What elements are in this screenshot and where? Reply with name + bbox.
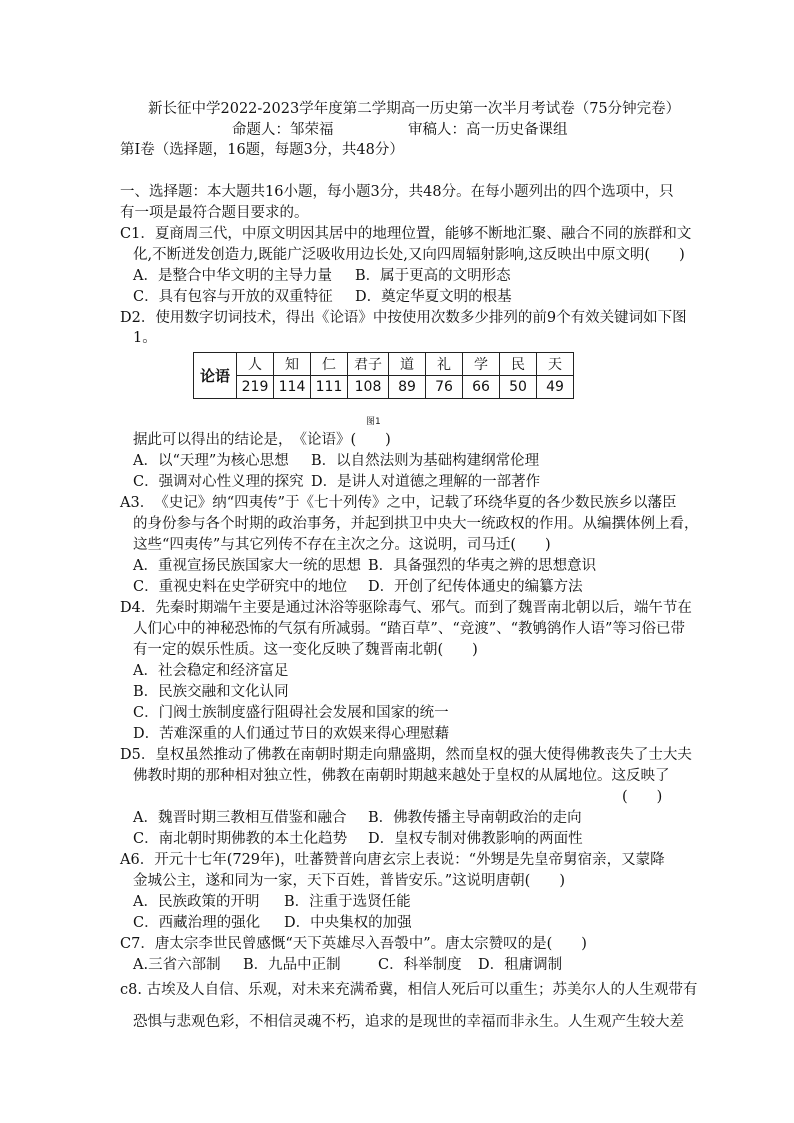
exam-title: 新长征中学2022-2023学年度第二学期高一历史第一次半月考试卷（75分钟完卷）	[148, 101, 681, 117]
question-8-line: c8. 古埃及人自信、乐观，对未来充满希冀，相信人死后可以重生；苏美尔人的人生观带有	[120, 982, 698, 998]
table-word: 君子	[348, 353, 389, 376]
question-2-stem: 据此可以得出的结论是， 《论语》( )	[133, 432, 391, 448]
option-6a: A．民族政策的开明	[133, 894, 260, 910]
table-count: 108	[348, 376, 389, 399]
table-count: 66	[463, 376, 500, 399]
question-7-line: C7．唐太宗李世民曾感慨“天下英雄尽入吾彀中”。唐太宗赞叹的是( )	[120, 936, 587, 952]
question-4-line: 有一定的娱乐性质。这一变化反映了魏晋南北朝( )	[133, 642, 478, 658]
option-3a: A．重视宣扬民族国家大一统的思想	[133, 558, 361, 574]
question-2-line: 1。	[133, 330, 157, 346]
option-4a: A．社会稳定和经济富足	[133, 663, 289, 679]
question-1-line: C1．夏商周三代，中原文明因其居中的地理位置，能够不断地汇聚、融合不同的族群和文	[120, 226, 692, 242]
keyword-frequency-table	[193, 352, 574, 399]
table-count: 114	[274, 376, 311, 399]
question-4-line: D4．先秦时期端午主要是通过沐浴等驱除毒气、邪气。而到了魏晋南北朝以后，端午节在	[120, 600, 692, 616]
question-6-line: A6．开元十七年(729年)，吐蕃赞普向唐玄宗上表说：“外甥是先皇帝舅宿亲，又蒙降	[120, 852, 665, 868]
option-5b: B．佛教传播主导南朝政治的走向	[368, 810, 582, 826]
table-word: 仁	[311, 353, 348, 376]
question-1-line: 化,不断迸发创造力,既能广泛吸收用边长处,又向四周辐射影响,这反映出中原文明( )	[133, 247, 685, 263]
table-count: 76	[426, 376, 463, 399]
question-setter: 命题人：邹荣福	[232, 122, 334, 138]
option-3b: B．具备强烈的华夷之辨的思想意识	[368, 558, 597, 574]
option-6c: C．西藏治理的强化	[133, 915, 261, 931]
question-3-line: 这些“四夷传”与其它列传不存在主次之分。这说明，司马迁( )	[133, 537, 551, 553]
option-6b: B．注重于选贤任能	[284, 894, 411, 910]
question-5-line: 佛教时期的那种相对独立性，佛教在南朝时期越来越处于皇权的从属地位。这反映了	[133, 768, 670, 784]
option-7b: B．九品中正制	[243, 957, 341, 973]
option-4d: D．苦难深重的人们通过节日的欢娱来得心理慰藉	[133, 726, 450, 742]
table-count: 89	[389, 376, 426, 399]
question-2-line: D2．使用数字切词技术，得出《论语》中按使用次数多少排列的前9个有效关键词如下图	[120, 310, 687, 326]
option-2d: D．是讲人对道德之理解的一部著作	[311, 474, 541, 490]
option-1c: C．具有包容与开放的双重特征	[133, 289, 333, 305]
question-4-line: 人们心中的神秘恐怖的气氛有所减弱。“踏百草”、“竞渡”、“教鸲鹆作人语”等习俗已带	[133, 621, 685, 637]
table-count: 49	[537, 376, 574, 399]
section-intro-line: 有一项是最符合题目要求的。	[120, 205, 309, 221]
option-7a: A.三省六部制	[133, 957, 221, 973]
option-1d: D．奠定华夏文明的根基	[355, 289, 512, 305]
question-5-line: D5．皇权虽然推动了佛教在南朝时期走向鼎盛期，然而皇权的强大使得佛教丧失了士大夫	[120, 747, 692, 763]
table-count: 111	[311, 376, 348, 399]
table-word: 学	[463, 353, 500, 376]
option-3c: C．重视史料在史学研究中的地位	[133, 579, 348, 595]
table-word: 知	[274, 353, 311, 376]
table-count: 50	[500, 376, 537, 399]
table-count: 219	[237, 376, 274, 399]
option-1b: B．属于更高的文明形态	[355, 268, 511, 284]
answer-blank: ( )	[622, 789, 663, 805]
table-word: 民	[500, 353, 537, 376]
table-word: 道	[389, 353, 426, 376]
table-word: 礼	[426, 353, 463, 376]
option-2c: C．强调对心性义理的探究	[133, 474, 304, 490]
table-word: 天	[537, 353, 574, 376]
option-2a: A．以“天理”为核心思想	[133, 453, 289, 469]
question-8-line: 恐惧与悲观色彩，不相信灵魂不朽，追求的是现世的幸福而非永生。人生观产生较大差	[133, 1014, 684, 1030]
option-5c: C．南北朝时期佛教的本土化趋势	[133, 831, 348, 847]
question-3-line: 的身份参与各个时期的政治事务，并起到拱卫中央大一统政权的作用。从编撰体例上看，	[133, 516, 699, 532]
option-4b: B．民族交融和文化认同	[133, 684, 289, 700]
option-1a: A．是整合中华文明的主导力量	[133, 268, 332, 284]
option-4c: C．门阀士族制度盛行阻碍社会发展和国家的统一	[133, 705, 449, 721]
option-7d: D．租庸调制	[478, 957, 563, 973]
option-5d: D．皇权专制对佛教影响的两面性	[368, 831, 583, 847]
part-heading: 第Ⅰ卷（选择题，16题，每题3分，共48分）	[120, 142, 404, 158]
section-intro-line: 一、选择题：本大题共16小题，每小题3分，共48分。在每小题列出的四个选项中，只	[120, 184, 674, 200]
option-2b: B．以自然法则为基础构建纲常伦理	[311, 453, 540, 469]
table-row-header: 论语	[194, 353, 237, 399]
option-5a: A．魏晋时期三教相互借鉴和融合	[133, 810, 347, 826]
figure-caption: 图1	[366, 417, 381, 427]
question-3-line: A3． 《史记》纳“四夷传”于《七十列传》之中，记载了环绕华夏的各少数民族乡以藩臣	[120, 495, 677, 511]
option-7c: C．科举制度	[378, 957, 462, 973]
table-word: 人	[237, 353, 274, 376]
option-6d: D．中央集权的加强	[284, 915, 412, 931]
reviewer: 审稿人：高一历史备课组	[408, 122, 568, 138]
option-3d: D．开创了纪传体通史的编纂方法	[368, 579, 583, 595]
question-6-line: 金城公主，遂和同为一家，天下百姓，普皆安乐。”这说明唐朝( )	[133, 873, 565, 889]
